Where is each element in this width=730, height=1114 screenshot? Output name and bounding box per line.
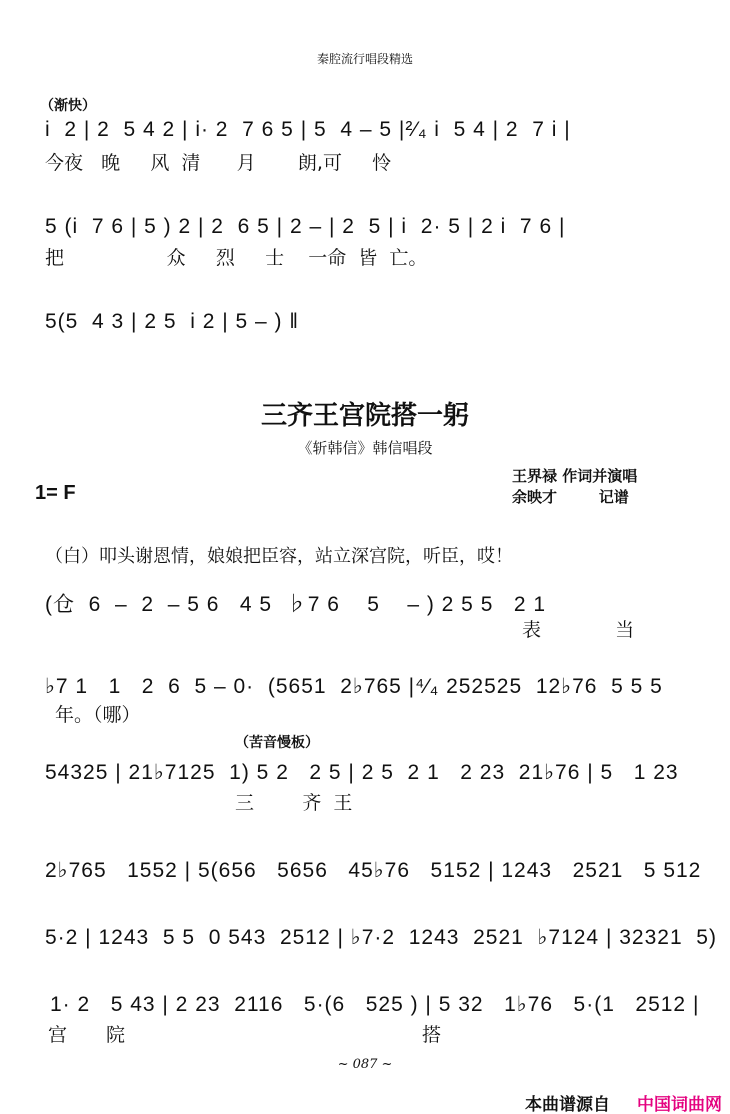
song-title: 三齐王宫院搭一躬: [260, 401, 469, 431]
notation-line-6: 54325 | 21♭7125 1) 5 2 2 5 | 2 5 2 1 2 23 21♭76 | 5 1 23: [45, 761, 679, 784]
notation-line-8: 5·2 | 1243 5 5 0 543 2512 | ♭7·2 1243 2521 ♭7124 | 32321 5): [45, 926, 717, 949]
notation-line-5: ♭7 1 1 2 6 5 – 0· (5651 2♭765 |⁴⁄₄ 252525 12♭76 5 5 5: [45, 675, 663, 698]
notation-line-2: 5 (i 7 6 | 5 ) 2 | 2 6 5 | 2 – | 2 5 | i 2· 5 | 2 i 7 6 |: [45, 215, 566, 238]
song-subtitle: 《斩韩信》韩信唱段: [297, 439, 433, 457]
running-header: 秦腔流行唱段精选: [316, 52, 413, 66]
lyrics-line-4: 表 当: [522, 619, 649, 641]
source-label: 本曲谱源自: [525, 1095, 610, 1114]
lyric-da: 搭: [422, 1024, 442, 1046]
page-number: ~ 087 ~: [337, 1057, 393, 1072]
credit-lyricist-singer: 王界禄 作词并演唱: [512, 467, 638, 485]
tempo-marking: （渐快）: [40, 98, 96, 114]
key-signature: 1= F: [35, 482, 76, 504]
notation-line-1: i 2 | 2 5 4 2 | i· 2 7 6 5 | 5 4 – 5 |²⁄₄ i 5 4 | 2 7 i |: [45, 118, 571, 141]
notation-line-7: 2♭765 1552 | 5(656 5656 45♭76 5152 | 1243 2521 5 512: [45, 859, 702, 882]
lyrics-line-5: 年。（哪）: [55, 704, 141, 726]
spoken-text: （白）叩头谢恩情，娘娘把臣容，站立深宫院，听臣，哎！: [45, 546, 513, 567]
notation-line-4: (仓 6 – 2 – 5 6 4 5 ♭7 6 5 – ) 2 5 5 2 1: [45, 593, 547, 616]
source-site-link[interactable]: 中国词曲网: [637, 1095, 722, 1114]
lyrics-line-2: 把 众 烈 士 一命 皆 亡。: [45, 247, 428, 269]
tempo-marking-2: （苦音慢板）: [235, 735, 319, 751]
lyrics-line-1: 今夜 晚 风 清 月 朗,可 怜: [45, 152, 392, 174]
notation-line-3: 5(5 4 3 | 2 5 i 2 | 5 – ) ‖: [45, 310, 300, 333]
lyric-yuan: 院: [106, 1024, 126, 1046]
lyric-gong: 宫: [48, 1024, 68, 1046]
lyrics-line-6: 三 齐 王: [235, 792, 353, 814]
credit-transcriber: 余映才 记谱: [512, 488, 629, 506]
notation-line-9: 1· 2 5 43 | 2 23 2116 5·(6 525 ) | 5 32 1♭76 5·(1 2512 |: [50, 993, 700, 1016]
